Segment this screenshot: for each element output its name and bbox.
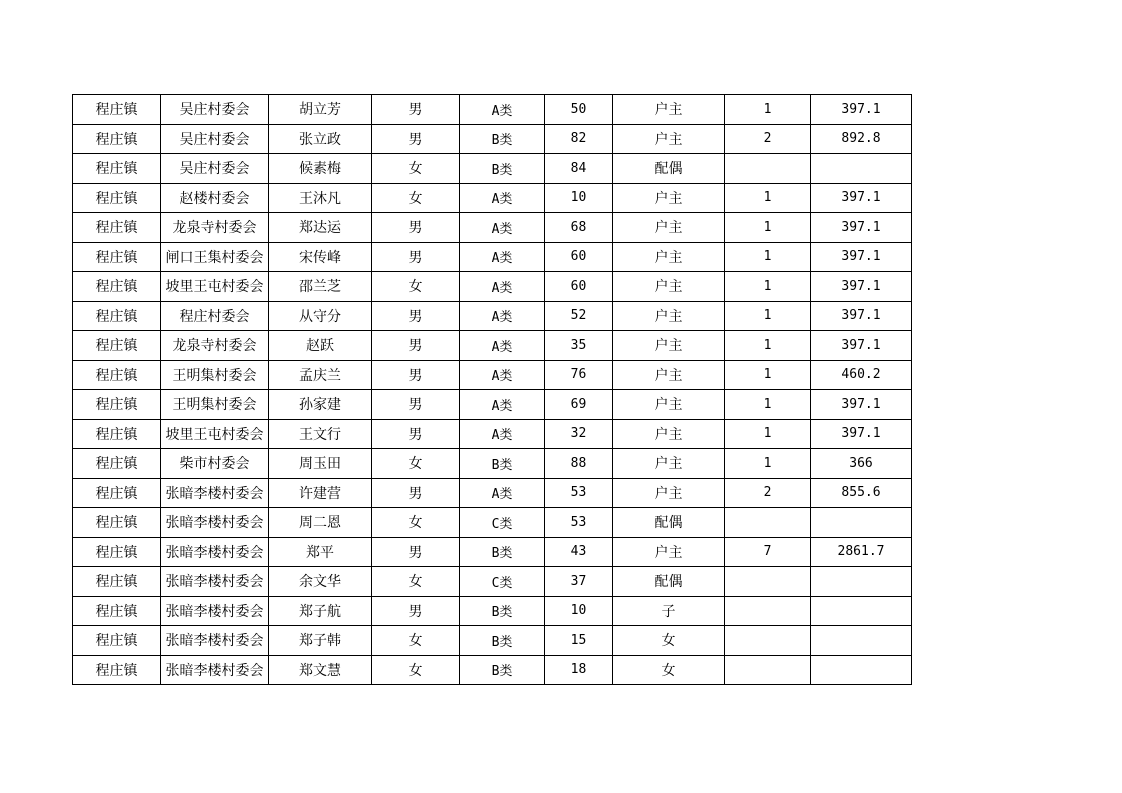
category-cell: A类 [460, 213, 545, 243]
amount-cell [811, 154, 912, 184]
household-size-cell: 1 [725, 390, 811, 420]
household-size-cell [725, 154, 811, 184]
amount-cell: 460.2 [811, 360, 912, 390]
table-row [73, 124, 912, 154]
township-cell: 程庄镇 [73, 183, 161, 213]
table-row [73, 567, 912, 597]
category-cell: C类 [460, 508, 545, 538]
relation-cell: 女 [613, 655, 725, 685]
village-cell: 闸口王集村委会 [161, 242, 269, 272]
name-cell: 郑子航 [269, 596, 372, 626]
village-cell: 程庄村委会 [161, 301, 269, 331]
village-cell: 张暗李楼村委会 [161, 508, 269, 538]
age-cell: 60 [545, 272, 613, 302]
village-cell: 龙泉寺村委会 [161, 213, 269, 243]
household-size-cell: 1 [725, 449, 811, 479]
name-cell: 孟庆兰 [269, 360, 372, 390]
relation-cell: 户主 [613, 242, 725, 272]
relation-cell: 女 [613, 626, 725, 656]
age-cell: 69 [545, 390, 613, 420]
village-cell: 张暗李楼村委会 [161, 567, 269, 597]
gender-cell: 男 [372, 390, 460, 420]
relation-cell: 户主 [613, 449, 725, 479]
table-row [73, 626, 912, 656]
name-cell: 赵跃 [269, 331, 372, 361]
category-cell: B类 [460, 124, 545, 154]
household-size-cell: 1 [725, 242, 811, 272]
amount-cell [811, 655, 912, 685]
age-cell: 52 [545, 301, 613, 331]
category-cell: B类 [460, 154, 545, 184]
amount-cell: 397.1 [811, 213, 912, 243]
table-row [73, 508, 912, 538]
township-cell: 程庄镇 [73, 272, 161, 302]
gender-cell: 女 [372, 183, 460, 213]
table-row [73, 213, 912, 243]
relation-cell: 户主 [613, 124, 725, 154]
township-cell: 程庄镇 [73, 213, 161, 243]
village-cell: 张暗李楼村委会 [161, 626, 269, 656]
household-size-cell: 1 [725, 419, 811, 449]
township-cell: 程庄镇 [73, 478, 161, 508]
table-row [73, 272, 912, 302]
name-cell: 胡立芳 [269, 95, 372, 125]
township-cell: 程庄镇 [73, 331, 161, 361]
category-cell: A类 [460, 272, 545, 302]
relation-cell: 配偶 [613, 567, 725, 597]
household-size-cell: 7 [725, 537, 811, 567]
gender-cell: 男 [372, 124, 460, 154]
data-table [72, 94, 912, 685]
age-cell: 37 [545, 567, 613, 597]
relation-cell: 户主 [613, 272, 725, 302]
township-cell: 程庄镇 [73, 449, 161, 479]
village-cell: 赵楼村委会 [161, 183, 269, 213]
household-size-cell: 1 [725, 213, 811, 243]
age-cell: 53 [545, 478, 613, 508]
gender-cell: 女 [372, 567, 460, 597]
gender-cell: 男 [372, 478, 460, 508]
gender-cell: 男 [372, 596, 460, 626]
village-cell: 吴庄村委会 [161, 154, 269, 184]
gender-cell: 男 [372, 360, 460, 390]
relation-cell: 户主 [613, 478, 725, 508]
village-cell: 王明集村委会 [161, 390, 269, 420]
name-cell: 周二恩 [269, 508, 372, 538]
amount-cell: 397.1 [811, 419, 912, 449]
name-cell: 邵兰芝 [269, 272, 372, 302]
gender-cell: 男 [372, 419, 460, 449]
table-row [73, 390, 912, 420]
amount-cell: 397.1 [811, 242, 912, 272]
village-cell: 张暗李楼村委会 [161, 478, 269, 508]
village-cell: 龙泉寺村委会 [161, 331, 269, 361]
village-cell: 张暗李楼村委会 [161, 655, 269, 685]
township-cell: 程庄镇 [73, 242, 161, 272]
household-size-cell: 2 [725, 124, 811, 154]
amount-cell: 892.8 [811, 124, 912, 154]
gender-cell: 女 [372, 449, 460, 479]
village-cell: 坡里王屯村委会 [161, 419, 269, 449]
village-cell: 吴庄村委会 [161, 124, 269, 154]
table-row [73, 183, 912, 213]
name-cell: 余文华 [269, 567, 372, 597]
category-cell: B类 [460, 449, 545, 479]
relation-cell: 户主 [613, 390, 725, 420]
township-cell: 程庄镇 [73, 626, 161, 656]
amount-cell [811, 567, 912, 597]
name-cell: 许建营 [269, 478, 372, 508]
table-row [73, 478, 912, 508]
relation-cell: 户主 [613, 95, 725, 125]
township-cell: 程庄镇 [73, 390, 161, 420]
township-cell: 程庄镇 [73, 655, 161, 685]
household-size-cell: 1 [725, 183, 811, 213]
amount-cell [811, 508, 912, 538]
table-row [73, 242, 912, 272]
category-cell: A类 [460, 360, 545, 390]
category-cell: A类 [460, 478, 545, 508]
age-cell: 10 [545, 596, 613, 626]
category-cell: A类 [460, 390, 545, 420]
amount-cell [811, 626, 912, 656]
gender-cell: 男 [372, 213, 460, 243]
amount-cell: 397.1 [811, 390, 912, 420]
relation-cell: 户主 [613, 331, 725, 361]
household-size-cell [725, 567, 811, 597]
table-row [73, 154, 912, 184]
category-cell: C类 [460, 567, 545, 597]
household-size-cell: 1 [725, 272, 811, 302]
township-cell: 程庄镇 [73, 301, 161, 331]
name-cell: 王沐凡 [269, 183, 372, 213]
table-row [73, 655, 912, 685]
gender-cell: 女 [372, 626, 460, 656]
relation-cell: 子 [613, 596, 725, 626]
amount-cell [811, 596, 912, 626]
name-cell: 郑子韩 [269, 626, 372, 656]
name-cell: 周玉田 [269, 449, 372, 479]
amount-cell: 397.1 [811, 272, 912, 302]
amount-cell: 397.1 [811, 183, 912, 213]
age-cell: 10 [545, 183, 613, 213]
table-row [73, 596, 912, 626]
table-row [73, 419, 912, 449]
amount-cell: 2861.7 [811, 537, 912, 567]
category-cell: B类 [460, 626, 545, 656]
township-cell: 程庄镇 [73, 124, 161, 154]
age-cell: 53 [545, 508, 613, 538]
township-cell: 程庄镇 [73, 95, 161, 125]
household-size-cell: 1 [725, 95, 811, 125]
amount-cell: 397.1 [811, 301, 912, 331]
household-size-cell [725, 596, 811, 626]
gender-cell: 男 [372, 301, 460, 331]
gender-cell: 女 [372, 655, 460, 685]
township-cell: 程庄镇 [73, 508, 161, 538]
relation-cell: 配偶 [613, 154, 725, 184]
name-cell: 孙家建 [269, 390, 372, 420]
table-row [73, 360, 912, 390]
relation-cell: 配偶 [613, 508, 725, 538]
category-cell: A类 [460, 301, 545, 331]
age-cell: 32 [545, 419, 613, 449]
age-cell: 68 [545, 213, 613, 243]
relation-cell: 户主 [613, 213, 725, 243]
amount-cell: 366 [811, 449, 912, 479]
township-cell: 程庄镇 [73, 537, 161, 567]
category-cell: B类 [460, 537, 545, 567]
age-cell: 18 [545, 655, 613, 685]
village-cell: 柴市村委会 [161, 449, 269, 479]
age-cell: 50 [545, 95, 613, 125]
household-size-cell: 1 [725, 301, 811, 331]
name-cell: 宋传峰 [269, 242, 372, 272]
age-cell: 43 [545, 537, 613, 567]
relation-cell: 户主 [613, 183, 725, 213]
amount-cell: 855.6 [811, 478, 912, 508]
category-cell: A类 [460, 242, 545, 272]
age-cell: 82 [545, 124, 613, 154]
age-cell: 84 [545, 154, 613, 184]
household-size-cell [725, 626, 811, 656]
category-cell: A类 [460, 95, 545, 125]
gender-cell: 男 [372, 242, 460, 272]
amount-cell: 397.1 [811, 331, 912, 361]
relation-cell: 户主 [613, 360, 725, 390]
category-cell: B类 [460, 655, 545, 685]
name-cell: 郑文慧 [269, 655, 372, 685]
name-cell: 候素梅 [269, 154, 372, 184]
table-body [73, 95, 912, 685]
age-cell: 76 [545, 360, 613, 390]
gender-cell: 男 [372, 537, 460, 567]
village-cell: 坡里王屯村委会 [161, 272, 269, 302]
household-size-cell [725, 655, 811, 685]
age-cell: 88 [545, 449, 613, 479]
age-cell: 60 [545, 242, 613, 272]
village-cell: 张暗李楼村委会 [161, 537, 269, 567]
name-cell: 张立政 [269, 124, 372, 154]
gender-cell: 女 [372, 508, 460, 538]
household-size-cell: 2 [725, 478, 811, 508]
relation-cell: 户主 [613, 419, 725, 449]
relation-cell: 户主 [613, 537, 725, 567]
township-cell: 程庄镇 [73, 360, 161, 390]
township-cell: 程庄镇 [73, 596, 161, 626]
gender-cell: 女 [372, 272, 460, 302]
table-row [73, 301, 912, 331]
name-cell: 从守分 [269, 301, 372, 331]
name-cell: 王文行 [269, 419, 372, 449]
table-row [73, 537, 912, 567]
table-row [73, 449, 912, 479]
name-cell: 郑达运 [269, 213, 372, 243]
category-cell: A类 [460, 331, 545, 361]
village-cell: 吴庄村委会 [161, 95, 269, 125]
gender-cell: 女 [372, 154, 460, 184]
township-cell: 程庄镇 [73, 567, 161, 597]
village-cell: 王明集村委会 [161, 360, 269, 390]
township-cell: 程庄镇 [73, 154, 161, 184]
category-cell: B类 [460, 596, 545, 626]
name-cell: 郑平 [269, 537, 372, 567]
relation-cell: 户主 [613, 301, 725, 331]
gender-cell: 男 [372, 95, 460, 125]
amount-cell: 397.1 [811, 95, 912, 125]
category-cell: A类 [460, 183, 545, 213]
age-cell: 15 [545, 626, 613, 656]
village-cell: 张暗李楼村委会 [161, 596, 269, 626]
household-size-cell: 1 [725, 360, 811, 390]
category-cell: A类 [460, 419, 545, 449]
household-size-cell: 1 [725, 331, 811, 361]
township-cell: 程庄镇 [73, 419, 161, 449]
table-row [73, 331, 912, 361]
household-size-cell [725, 508, 811, 538]
age-cell: 35 [545, 331, 613, 361]
gender-cell: 男 [372, 331, 460, 361]
table-row [73, 95, 912, 125]
